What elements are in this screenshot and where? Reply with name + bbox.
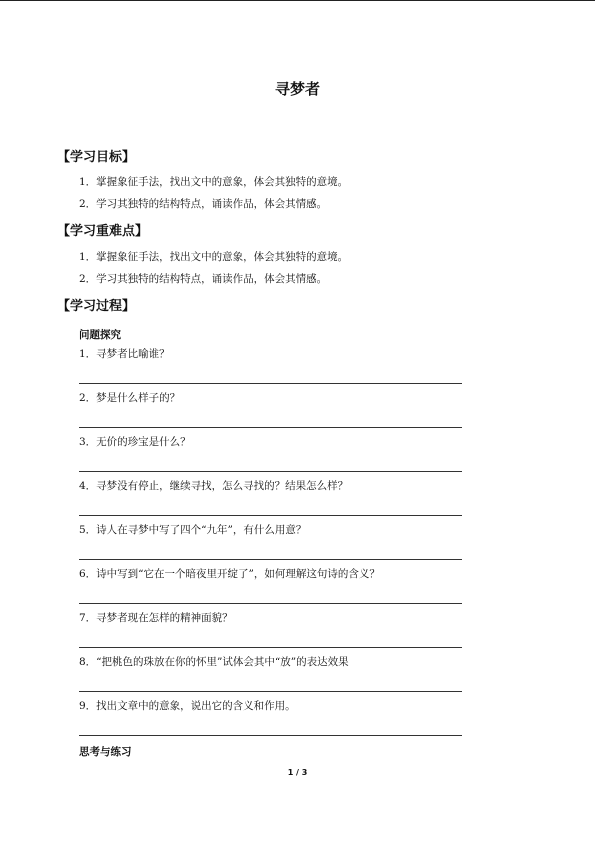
answer-line-7: [79, 647, 462, 648]
answer-line-1: [79, 383, 462, 384]
goal-item-1: 1．掌握象征手法，找出文中的意象，体会其独特的意境。: [79, 176, 349, 188]
page-number: 1 / 3: [287, 768, 308, 777]
answer-line-3: [79, 471, 462, 472]
question-2: 2．梦是什么样子的？: [79, 392, 181, 404]
question-8: 8．“把桃色的珠放在你的怀里”试体会其中“放”的表达效果: [79, 656, 349, 668]
key-point-item-1: 1．掌握象征手法，找出文中的意象，体会其独特的意境。: [79, 251, 349, 263]
question-9: 9．找出文章中的意象，说出它的含义和作用。: [79, 700, 296, 712]
question-5: 5．诗人在寻梦中写了四个“九年”，有什么用意？: [79, 524, 307, 536]
section-heading-process: 【学习过程】: [57, 299, 136, 314]
answer-line-4: [79, 515, 462, 516]
key-point-item-2: 2．学习其独特的结构特点，诵读作品，体会其情感。: [79, 273, 328, 285]
page-title: 寻梦者: [274, 80, 320, 98]
top-rule: [0, 0, 595, 1]
question-6: 6．诗中写到“它在一个暗夜里开绽了”，如何理解这句诗的含义？: [79, 568, 380, 580]
subheading-problem-exploration: 问题探究: [79, 329, 121, 341]
answer-line-6: [79, 603, 462, 604]
goal-item-2: 2．学习其独特的结构特点，诵读作品，体会其情感。: [79, 198, 328, 210]
answer-line-2: [79, 427, 462, 428]
question-4: 4．寻梦没有停止，继续寻找，怎么寻找的？结果怎么样？: [79, 480, 349, 492]
section-heading-key-points: 【学习重难点】: [57, 224, 149, 239]
answer-line-8: [79, 691, 462, 692]
question-7: 7．寻梦者现在怎样的精神面貌？: [79, 612, 233, 624]
subheading-thinking-practice: 思考与练习: [79, 746, 132, 758]
section-heading-goals: 【学习目标】: [57, 150, 136, 165]
answer-line-9: [79, 735, 462, 736]
question-3: 3．无价的珍宝是什么？: [79, 436, 191, 448]
answer-line-5: [79, 559, 462, 560]
question-1: 1．寻梦者比喻谁？: [79, 348, 170, 360]
